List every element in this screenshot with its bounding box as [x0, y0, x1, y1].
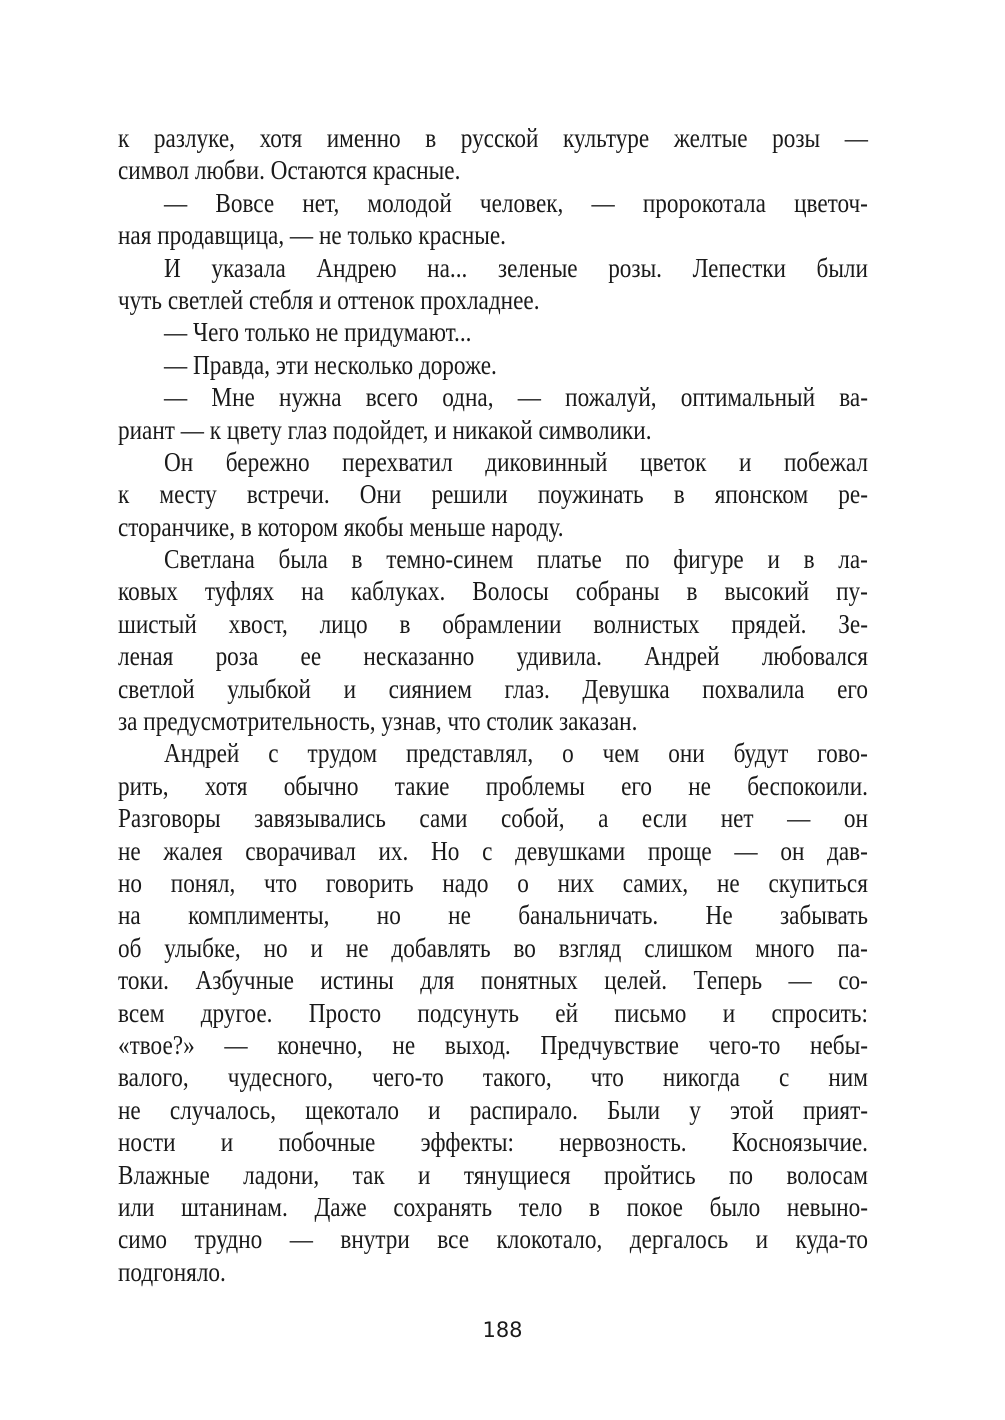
text-line [118, 381, 868, 413]
text-line-content: И указала Андрею на... зеленые розы. Лепестки были [164, 252, 868, 283]
text-line [118, 1094, 868, 1126]
text-line [118, 511, 868, 543]
text-line [118, 802, 868, 834]
text-line [118, 446, 868, 478]
text-line-content: — Правда, эти несколько дороже. [164, 349, 497, 380]
text-line-content: но понял, что говорить надо о них самих, не скупиться [118, 867, 868, 898]
text-line-content: леная роза ее несказанно удивила. Андрей любовался [118, 641, 868, 672]
text-line-content: — Мне нужна всего одна, — пожалуй, оптимальный ва- [164, 382, 868, 413]
text-line [118, 835, 868, 867]
text-line-content: — Вовсе нет, молодой человек, — пророкотала цветоч- [164, 187, 868, 218]
text-line-content: рить, хотя обычно такие проблемы его не беспокоили. [118, 770, 868, 801]
text-line [118, 673, 868, 705]
text-line-content: подгоняло. [118, 1256, 226, 1287]
text-line [118, 154, 868, 186]
text-line-content: сторанчике, в котором якобы меньше народу. [118, 511, 564, 542]
text-line-content: об улыбке, но и не добавлять во взгляд слишком много па- [118, 932, 868, 963]
text-line [118, 1061, 868, 1093]
text-line-content: ная продавщица, — не только красные. [118, 220, 506, 251]
page-number: 188 [482, 1318, 523, 1342]
text-line-content: ковых туфлях на каблуках. Волосы собраны в высокий пу- [118, 576, 868, 607]
text-line-content: Разговоры завязывались сами собой, а если нет — он [118, 803, 868, 834]
text-line [118, 1159, 868, 1191]
text-line [118, 575, 868, 607]
text-line [118, 1029, 868, 1061]
text-line [118, 1191, 868, 1223]
text-line-content: символ любви. Остаются красные. [118, 155, 461, 186]
text-line [118, 1223, 868, 1255]
text-line-content: симо трудно — внутри все клокотало, дергалось и куда-то [118, 1224, 868, 1255]
text-line-content: к месту встречи. Они решили поужинать в японском ре- [118, 479, 868, 510]
text-line [118, 1256, 868, 1288]
page-body [118, 122, 868, 1288]
text-line-content: Влажные ладони, так и тянущиеся пройтись по волосам [118, 1159, 868, 1190]
text-line [118, 478, 868, 510]
text-line-content: шистый хвост, лицо в обрамлении волнистых прядей. Зе- [118, 608, 868, 639]
text-line [118, 122, 868, 154]
text-line-content: не случалось, щекотало и распирало. Были у этой прият- [118, 1094, 868, 1125]
text-line [118, 187, 868, 219]
text-line [118, 640, 868, 672]
text-line-content: светлой улыбкой и сиянием глаз. Девушка похвалила его [118, 673, 868, 704]
text-line [118, 252, 868, 284]
text-line-content: риант — к цвету глаз подойдет, и никакой символики. [118, 414, 652, 445]
text-line [118, 219, 868, 251]
text-line [118, 867, 868, 899]
text-line-content: — Чего только не придумают... [164, 317, 472, 348]
text-line [118, 543, 868, 575]
text-line-content: не жалея сворачивал их. Но с девушками проще — он дав- [118, 835, 868, 866]
text-line-content: токи. Азбучные истины для понятных целей. Теперь — со- [118, 965, 868, 996]
text-line [118, 899, 868, 931]
text-line [118, 608, 868, 640]
text-line-content: за предусмотрительность, узнав, что столик заказан. [118, 706, 638, 737]
text-line-content: Он бережно перехватил диковинный цветок и побежал [164, 446, 868, 477]
text-line [118, 316, 868, 348]
text-line-content: к разлуке, хотя именно в русской культуре желтые розы — [118, 123, 868, 153]
text-line [118, 1126, 868, 1158]
text-line-content: валого, чудесного, чего-то такого, что никогда с ним [118, 1062, 868, 1093]
text-line-content: «твое?» — конечно, не выход. Предчувствие чего-то небы- [118, 1029, 868, 1060]
text-line-content: ности и побочные эффекты: нервозность. Косноязычие. [118, 1127, 868, 1158]
text-line-content: всем другое. Просто подсунуть ей письмо и спросить: [118, 997, 868, 1028]
text-line [118, 414, 868, 446]
text-line-content: или штанинам. Даже сохранять тело в покое было невыно- [118, 1191, 868, 1222]
text-line-content: чуть светлей стебля и оттенок прохладнее. [118, 284, 540, 315]
text-line [118, 349, 868, 381]
text-line-content: на комплименты, но не банальничать. Не забывать [118, 900, 868, 931]
text-line [118, 932, 868, 964]
text-line [118, 770, 868, 802]
text-line-content: Андрей с трудом представлял, о чем они будут гово- [164, 738, 868, 769]
text-line [118, 705, 868, 737]
text-line [118, 997, 868, 1029]
text-line [118, 964, 868, 996]
text-line-content: Светлана была в темно-синем платье по фигуре и в ла- [164, 544, 868, 575]
text-line [118, 284, 868, 316]
text-line [118, 737, 868, 769]
